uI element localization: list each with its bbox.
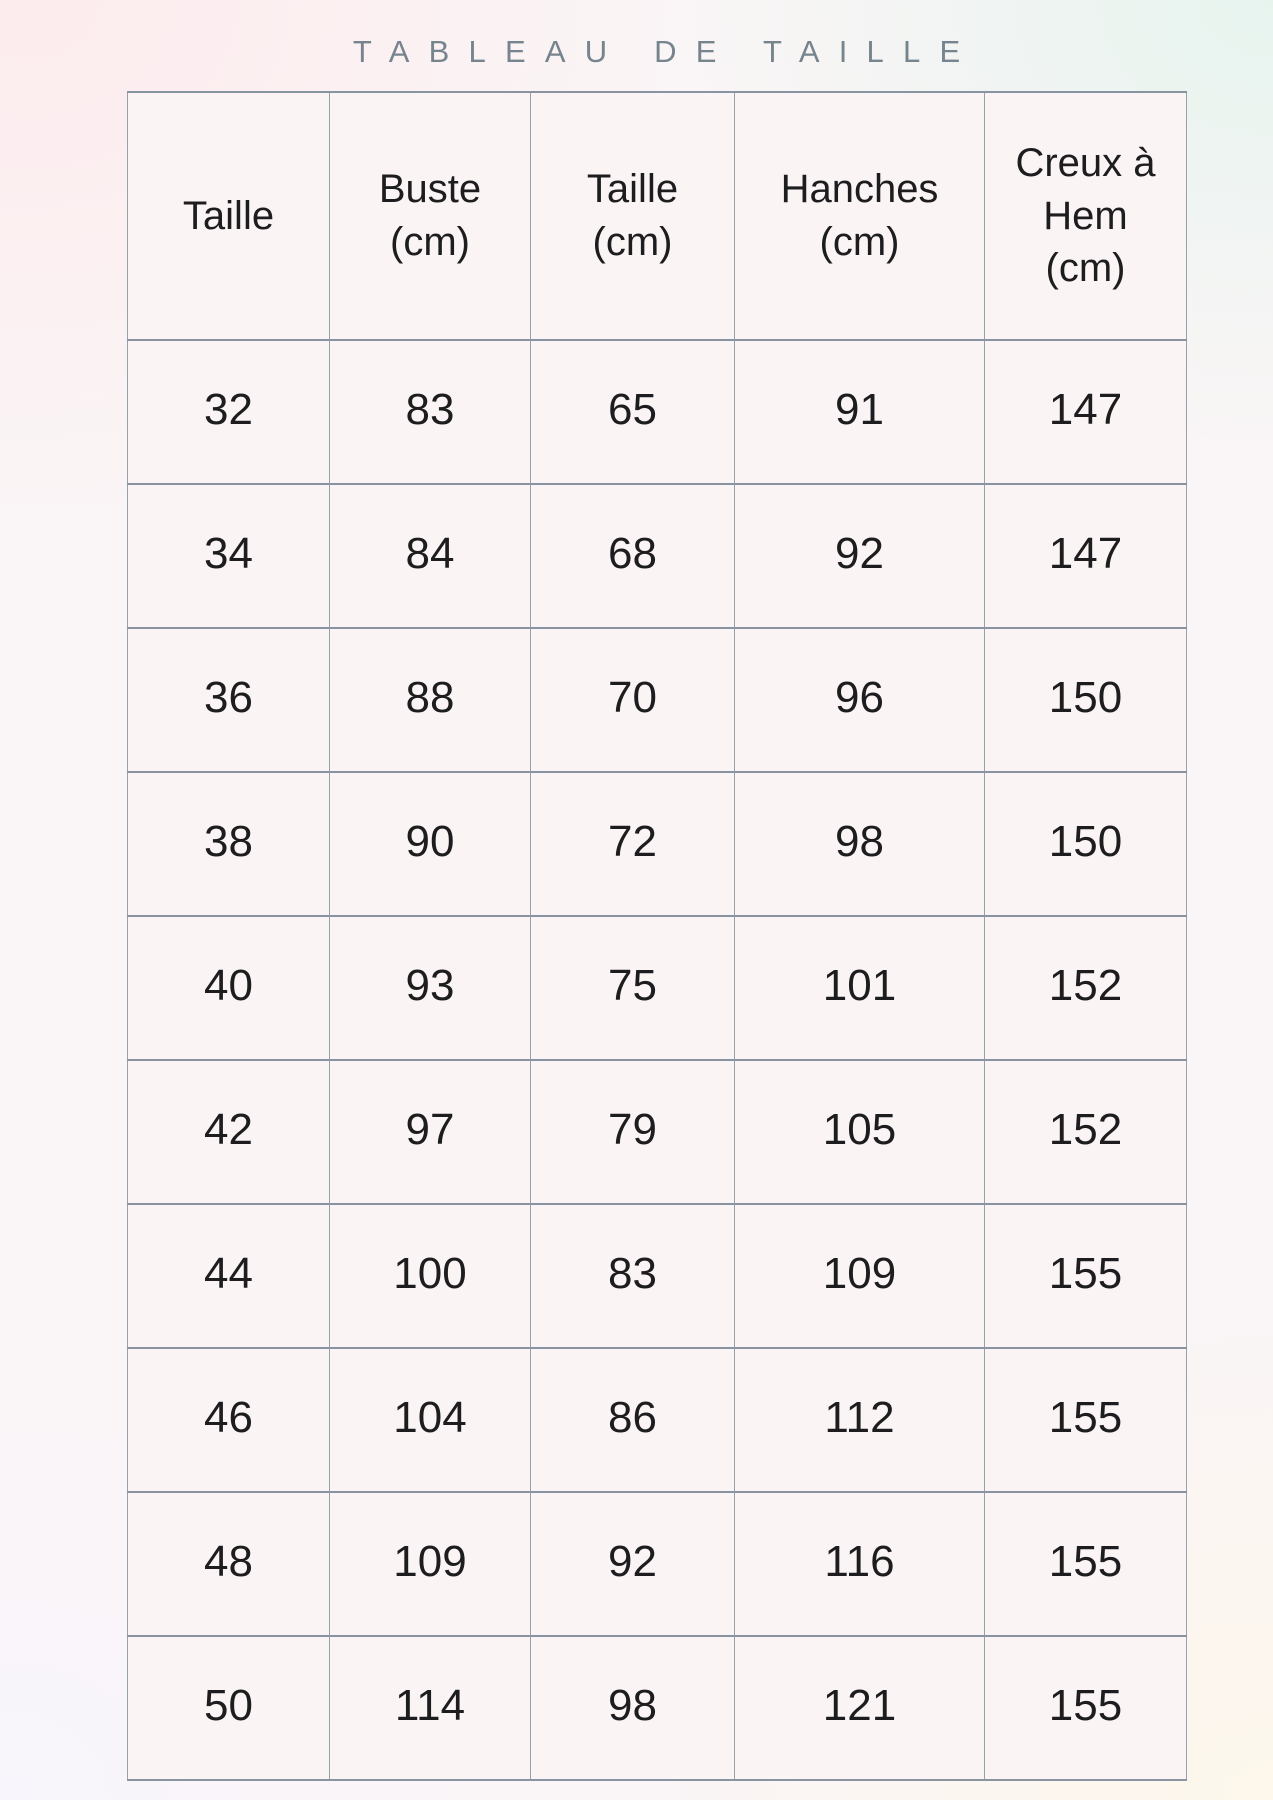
size-chart — [127, 91, 1186, 1781]
cell-taille-cm: 92 — [531, 1492, 735, 1636]
cell-taille-cm: 65 — [531, 340, 735, 484]
cell-creux-a-hem: 152 — [985, 916, 1187, 1060]
cell-creux-a-hem: 155 — [985, 1348, 1187, 1492]
cell-hanches: 98 — [735, 772, 985, 916]
cell-creux-a-hem: 155 — [985, 1492, 1187, 1636]
size-chart-table — [127, 91, 1187, 1781]
table-row — [128, 1060, 1187, 1204]
cell-buste: 109 — [330, 1492, 531, 1636]
cell-taille-cm: 79 — [531, 1060, 735, 1204]
cell-buste: 104 — [330, 1348, 531, 1492]
cell-creux-a-hem: 147 — [985, 340, 1187, 484]
cell-creux-a-hem: 150 — [985, 628, 1187, 772]
cell-taille: 34 — [128, 484, 330, 628]
column-header-label: Taille — [182, 193, 275, 238]
cell-taille-cm: 75 — [531, 916, 735, 1060]
cell-buste: 83 — [330, 340, 531, 484]
cell-buste: 97 — [330, 1060, 531, 1204]
column-header-creux-a-hem — [985, 92, 1187, 340]
cell-hanches: 92 — [735, 484, 985, 628]
column-header-unit: (cm) — [592, 220, 673, 264]
table-row — [128, 1636, 1187, 1780]
table-header-row — [128, 92, 1187, 340]
column-header-unit: (cm) — [819, 220, 900, 264]
column-header-label: Buste — [378, 167, 482, 212]
cell-taille-cm: 86 — [531, 1348, 735, 1492]
cell-buste: 90 — [330, 772, 531, 916]
table-row — [128, 772, 1187, 916]
cell-taille: 50 — [128, 1636, 330, 1780]
table-row — [128, 1348, 1187, 1492]
cell-taille: 40 — [128, 916, 330, 1060]
cell-taille-cm: 70 — [531, 628, 735, 772]
cell-buste: 88 — [330, 628, 531, 772]
table-row — [128, 1204, 1187, 1348]
column-header-taille-cm — [531, 92, 735, 340]
column-header-label: Taille — [586, 167, 679, 212]
cell-hanches: 91 — [735, 340, 985, 484]
cell-taille: 36 — [128, 628, 330, 772]
cell-buste: 114 — [330, 1636, 531, 1780]
column-header-hanches — [735, 92, 985, 340]
cell-hanches: 109 — [735, 1204, 985, 1348]
table-row — [128, 916, 1187, 1060]
cell-buste: 93 — [330, 916, 531, 1060]
cell-taille-cm: 83 — [531, 1204, 735, 1348]
cell-taille: 46 — [128, 1348, 330, 1492]
cell-creux-a-hem: 147 — [985, 484, 1187, 628]
page-title: TABLEAU DE TAILLE — [352, 34, 980, 69]
cell-hanches: 112 — [735, 1348, 985, 1492]
cell-taille-cm: 98 — [531, 1636, 735, 1780]
cell-taille: 32 — [128, 340, 330, 484]
cell-creux-a-hem: 155 — [985, 1636, 1187, 1780]
column-header-label: Creux à Hem — [1015, 140, 1156, 238]
column-header-unit: (cm) — [390, 220, 470, 264]
cell-taille: 42 — [128, 1060, 330, 1204]
cell-creux-a-hem: 155 — [985, 1204, 1187, 1348]
size-table-body — [128, 340, 1187, 1780]
cell-buste: 84 — [330, 484, 531, 628]
cell-taille-cm: 68 — [531, 484, 735, 628]
cell-hanches: 116 — [735, 1492, 985, 1636]
cell-buste: 100 — [330, 1204, 531, 1348]
cell-taille-cm: 72 — [531, 772, 735, 916]
cell-hanches: 121 — [735, 1636, 985, 1780]
table-row — [128, 340, 1187, 484]
cell-creux-a-hem: 152 — [985, 1060, 1187, 1204]
cell-taille: 38 — [128, 772, 330, 916]
table-row — [128, 628, 1187, 772]
cell-hanches: 101 — [735, 916, 985, 1060]
cell-taille: 48 — [128, 1492, 330, 1636]
cell-creux-a-hem: 150 — [985, 772, 1187, 916]
cell-hanches: 105 — [735, 1060, 985, 1204]
cell-taille: 44 — [128, 1204, 330, 1348]
table-row — [128, 484, 1187, 628]
column-header-buste — [330, 92, 531, 340]
column-header-unit: (cm) — [1045, 246, 1126, 291]
column-header-taille — [128, 92, 330, 340]
cell-hanches: 96 — [735, 628, 985, 772]
table-row — [128, 1492, 1187, 1636]
column-header-label: Hanches — [780, 167, 939, 212]
